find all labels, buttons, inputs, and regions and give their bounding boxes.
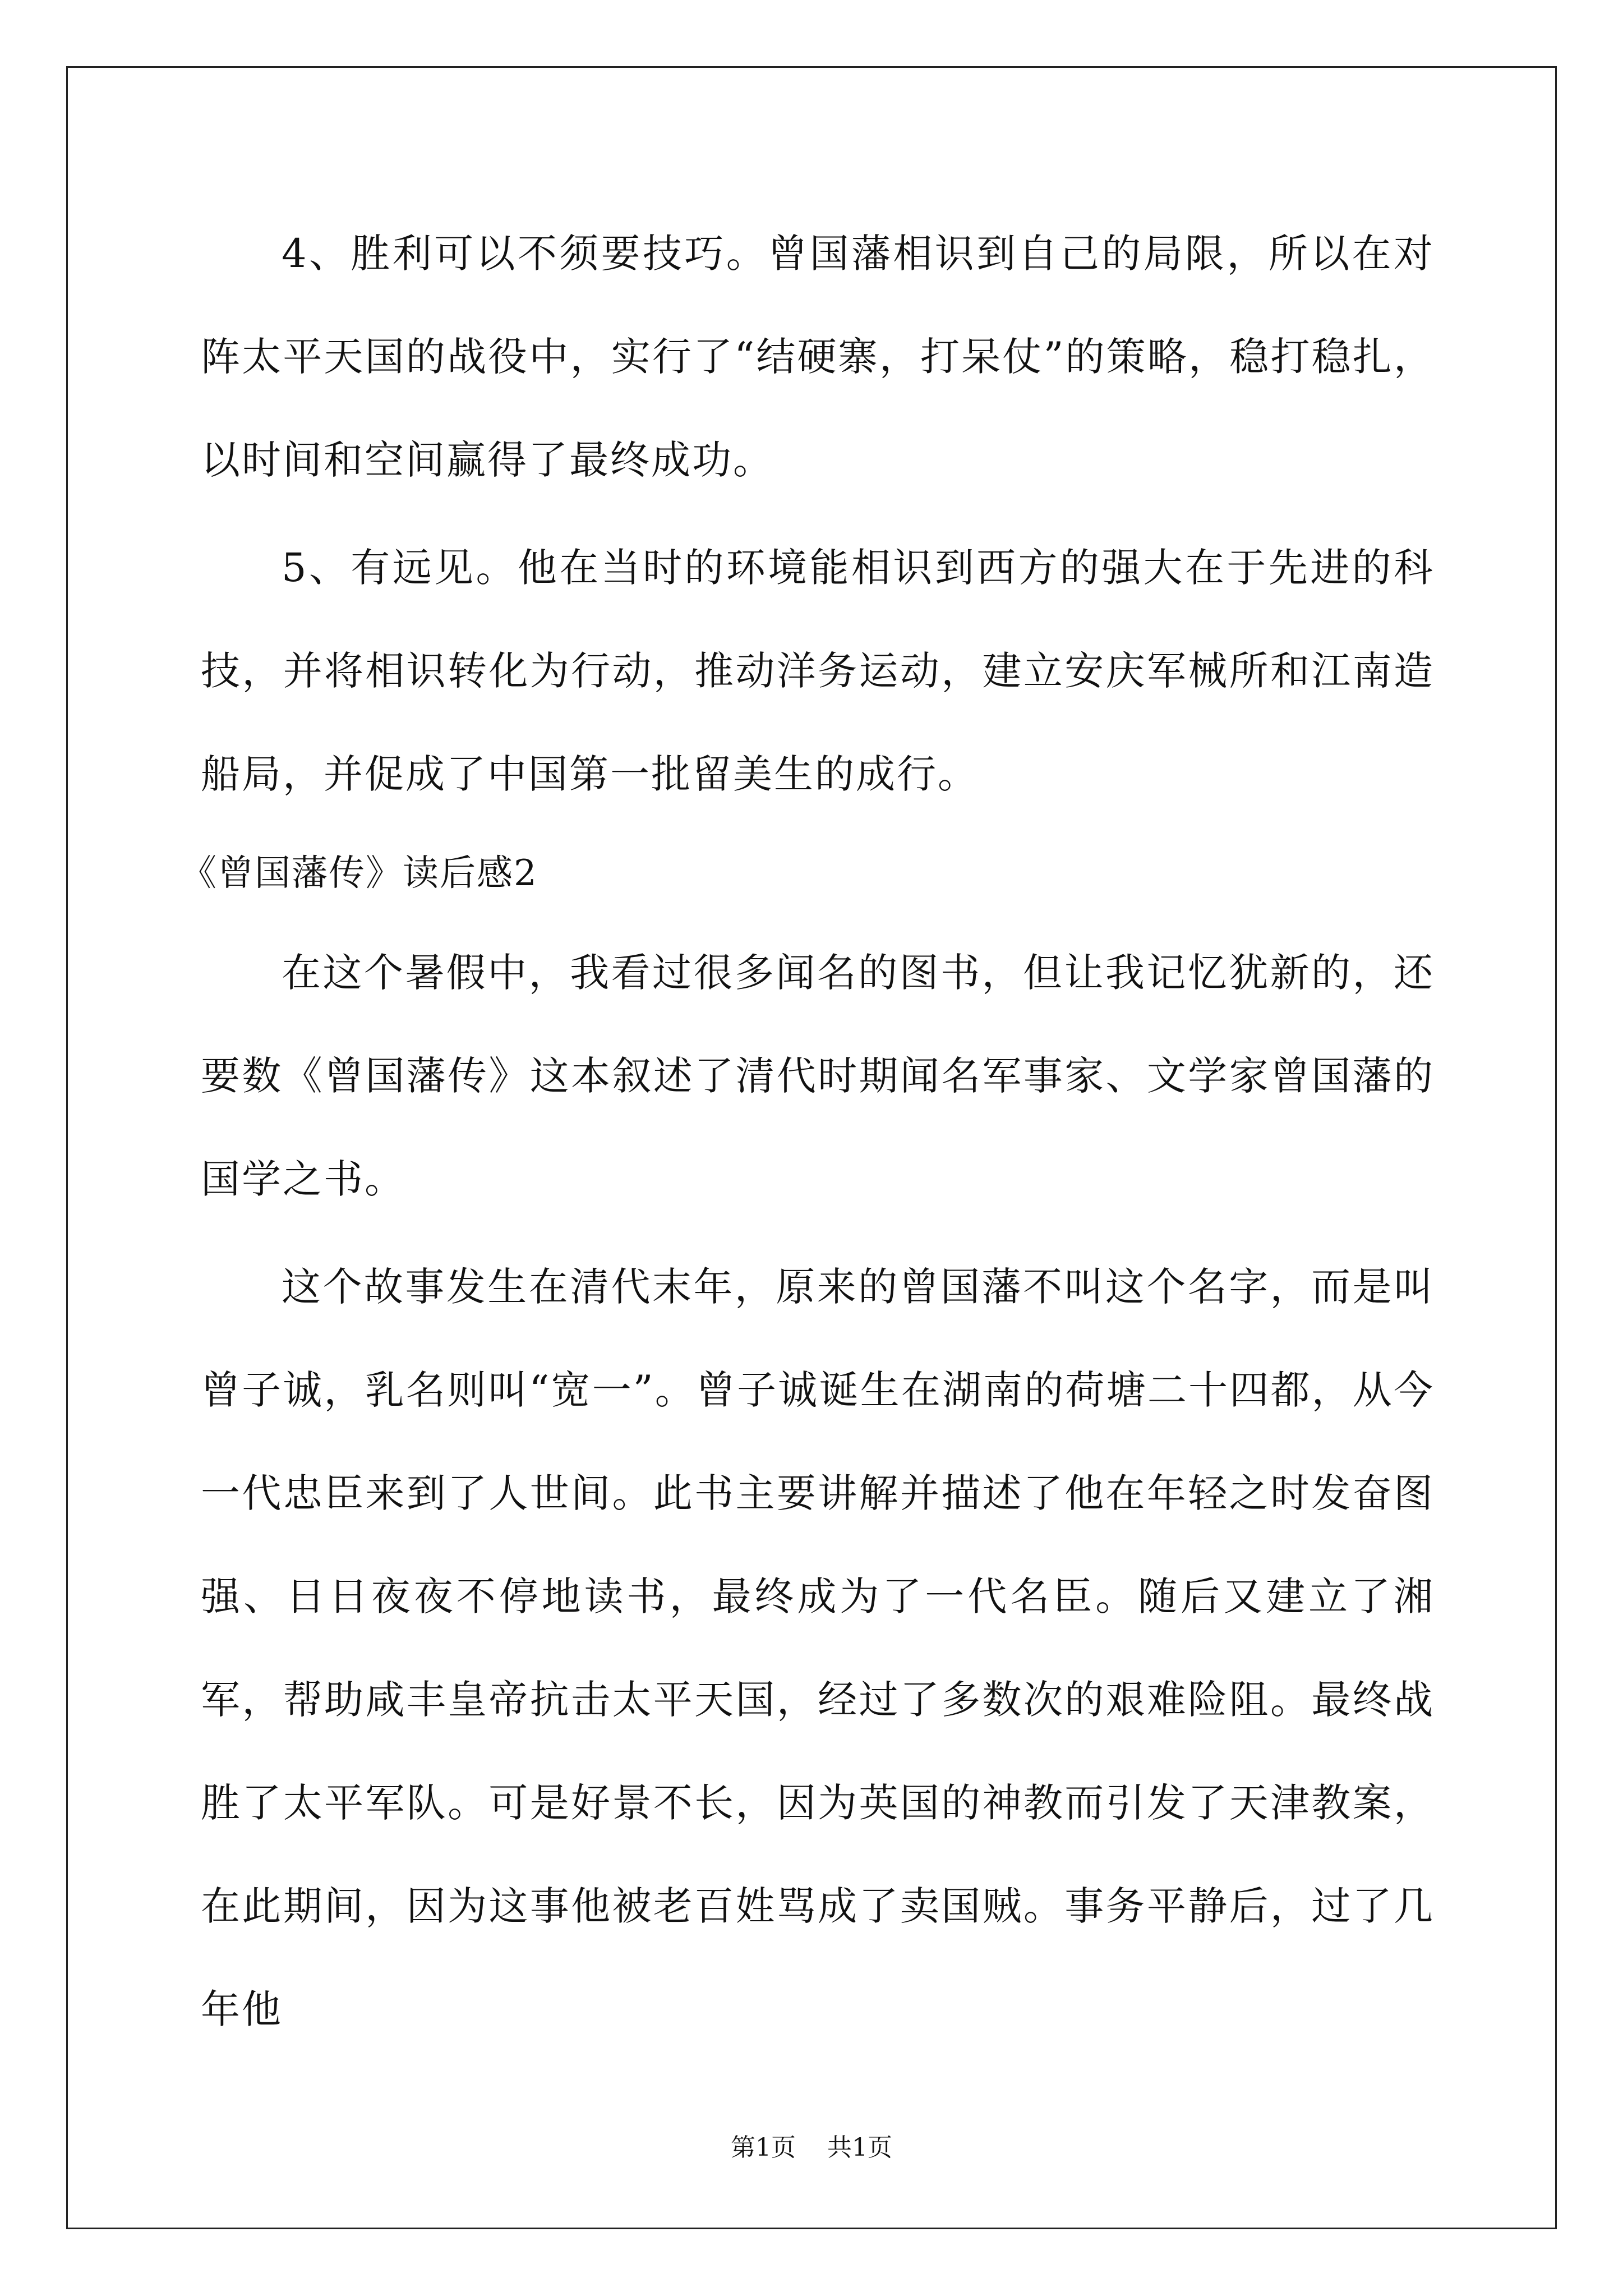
page-number: 第1页	[731, 2133, 796, 2162]
paragraph-intro: 在这个暑假中，我看过很多闻名的图书，但让我记忆犹新的，还要数《曾国藩传》这本叙述了清代时期闻名军事家、文学家曾国藩的国学之书。	[201, 950, 1435, 1202]
section-heading: 《曾国藩传》读后感2	[181, 853, 538, 894]
paragraph-point-5: 5、有远见。他在当时的环境能相识到西方的强大在于先进的科技，并将相识转化为行动，推动洋务运动，建立安庆军械所和江南造船局，并促成了中国第一批留美生的成行。	[201, 545, 1435, 797]
paragraph-story: 这个故事发生在清代末年，原来的曾国藩不叫这个名字，而是叫曾子诚，乳名则叫“宽一”。曾子诚诞生在湖南的荷塘二十四都，从今一代忠臣来到了人世间。此书主要讲解并描述了他在年轻之时发奋图强、日日夜夜不停地读书，最终成为了一代名臣。随后又建立了湘军，帮助咸丰皇帝抗击太平天国，经过了多数次的艰难险阻。最终战胜了太平军队。可是好景不长，因为英国的神教而引发了天津教案，在此期间，因为这事他被老百姓骂成了卖国贼。事务平静后，过了几年他	[201, 1264, 1435, 2032]
page-total: 共1页	[827, 2133, 892, 2162]
document-body	[181, 202, 1435, 2061]
page-footer	[0, 2127, 1623, 2163]
paragraph-point-4: 4、胜利可以不须要技巧。曾国藩相识到自己的局限，所以在对阵太平天国的战役中，实行了“结硬寨，打呆仗”的策略，稳打稳扎，以时间和空间赢得了最终成功。	[201, 231, 1435, 483]
